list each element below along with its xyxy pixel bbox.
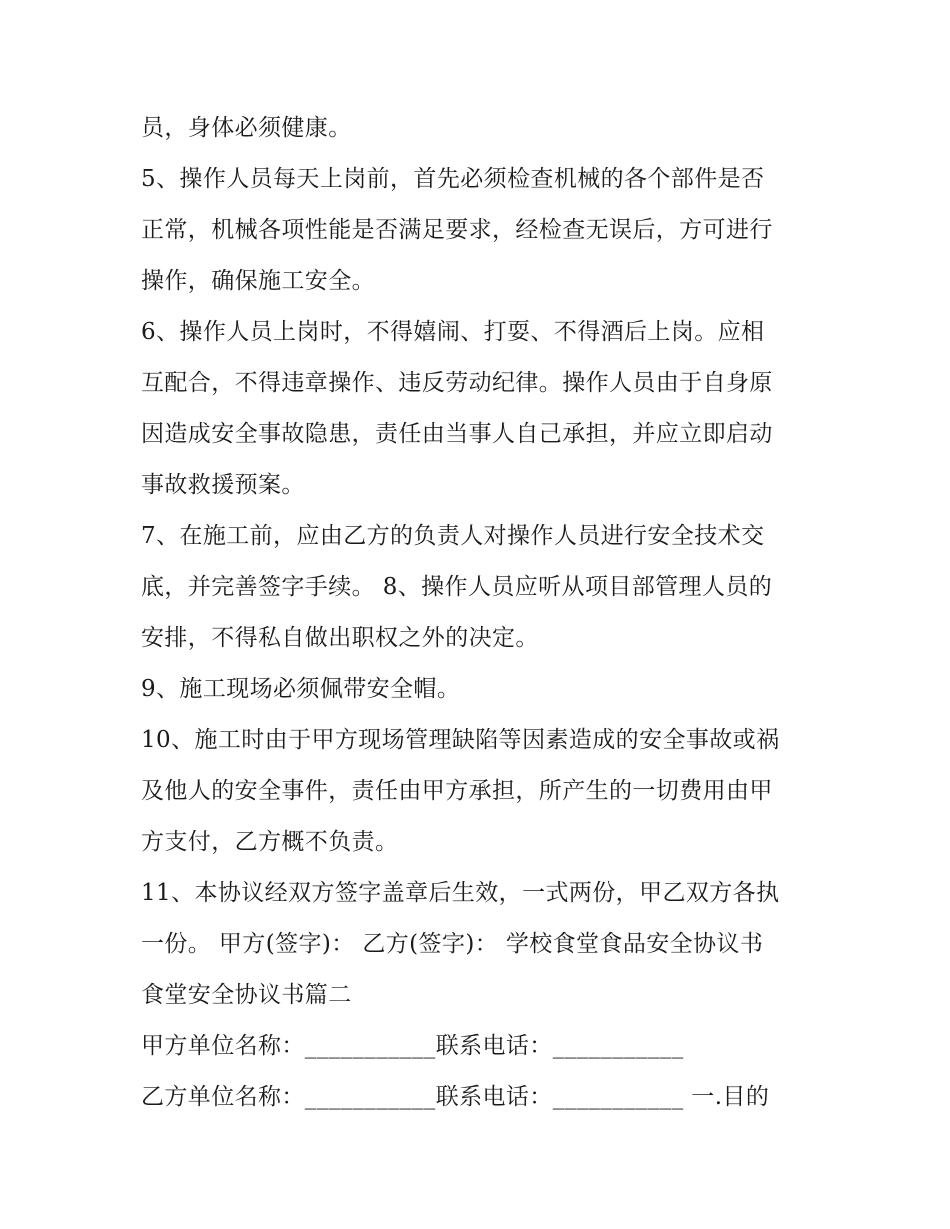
text-line: 方支付，乙方概不负责。 bbox=[141, 829, 399, 855]
text-line: 底，并完善签字手续。 8、操作人员应听从项目部管理人员的 bbox=[141, 574, 773, 600]
text-line: 安排，不得私自做出职权之外的决定。 bbox=[141, 625, 539, 651]
text-line: 乙方单位名称：___________联系电话：___________ 一.目的 bbox=[141, 1084, 770, 1110]
text-line: 操作，确保施工安全。 bbox=[141, 268, 375, 294]
text-line: 互配合，不得违章操作、违反劳动纪律。操作人员由于自身原 bbox=[141, 370, 773, 396]
text-line: 7、在施工前，应由乙方的负责人对操作人员进行安全技术交 bbox=[141, 523, 765, 549]
text-line: 甲方单位名称：___________联系电话：___________ bbox=[141, 1033, 684, 1059]
text-line: 一份。 甲方(签字)： 乙方(签字)： 学校食堂食品安全协议书 bbox=[141, 931, 764, 957]
text-line: 及他人的安全事件，责任由甲方承担，所产生的一切费用由甲 bbox=[141, 778, 773, 804]
text-line: 10、施工时由于甲方现场管理缺陷等因素造成的安全事故或祸 bbox=[141, 727, 780, 753]
text-line: 5、操作人员每天上岗前，首先必须检查机械的各个部件是否 bbox=[141, 166, 765, 192]
text-line: 11、本协议经双方签字盖章后生效，一式两份，甲乙双方各执 bbox=[141, 880, 780, 906]
text-line: 事故救援预案。 bbox=[141, 472, 305, 498]
text-line: 食堂安全协议书篇二 bbox=[141, 982, 352, 1008]
text-line: 因造成安全事故隐患，责任由当事人自己承担，并应立即启动 bbox=[141, 421, 773, 447]
text-line: 正常，机械各项性能是否满足要求，经检查无误后，方可进行 bbox=[141, 217, 773, 243]
text-line: 员，身体必须健康。 bbox=[141, 115, 352, 141]
text-line: 9、施工现场必须佩带安全帽。 bbox=[141, 676, 461, 702]
text-line: 6、操作人员上岗时，不得嬉闹、打耍、不得酒后上岗。应相 bbox=[141, 319, 765, 345]
